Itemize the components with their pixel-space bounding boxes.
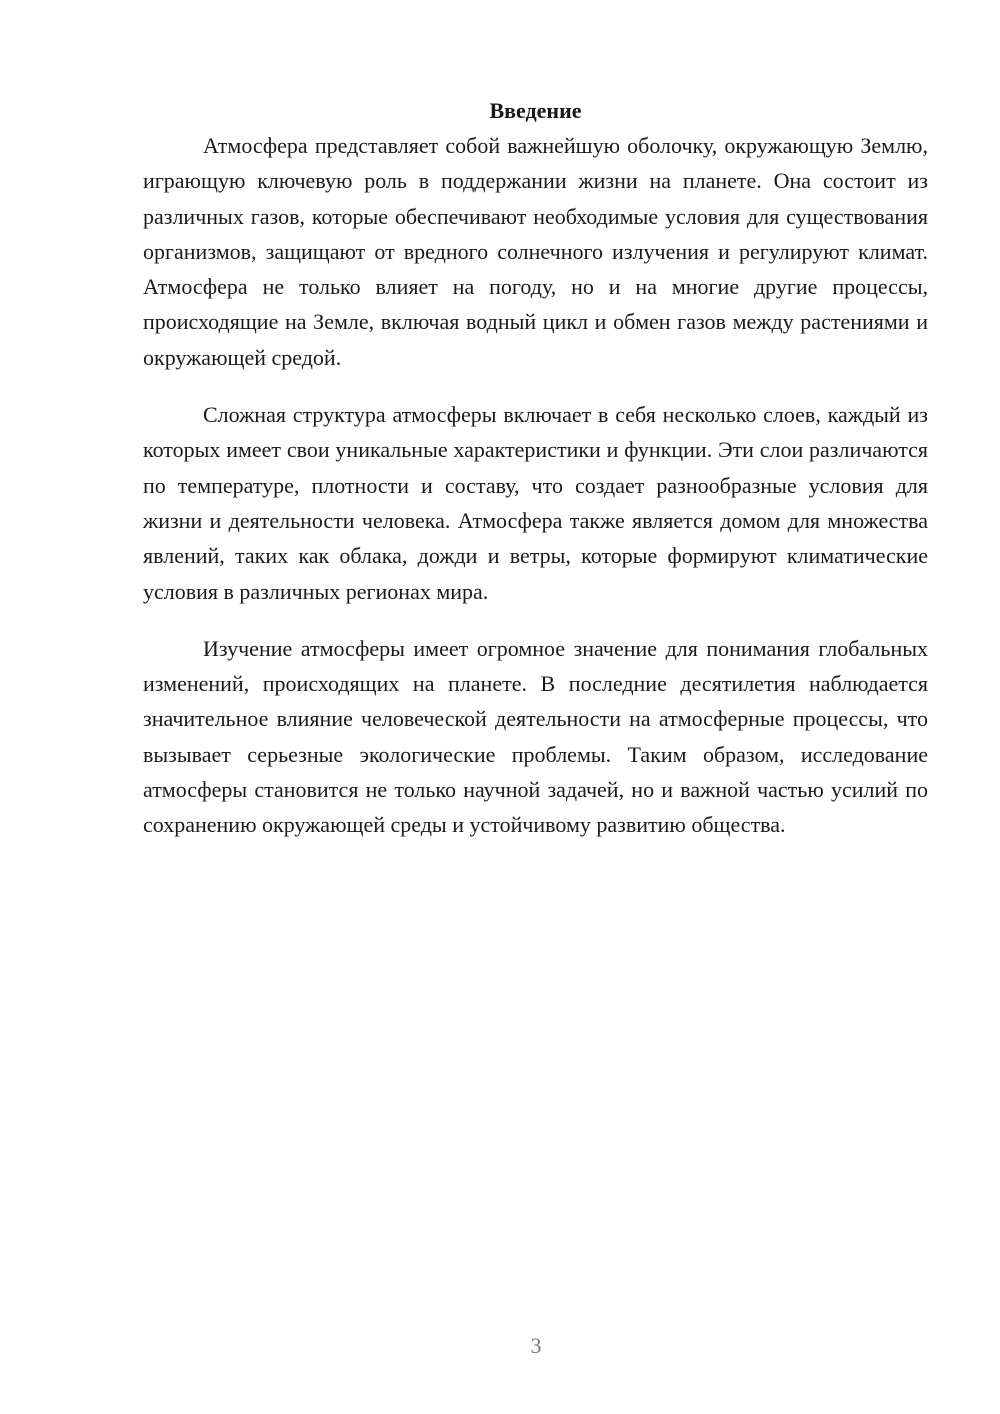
section-heading: Введение <box>489 98 582 123</box>
paragraph-3: Изучение атмосферы имеет огромное значение для понимания глобальных изменений, происходящих на планете. В последние десятилетия наблюдается значительное влияние человеческой деятельности на атмосферные процессы, что вызывает серьезные экологические проблемы. Таким образом, исследование атмосферы становится не только научной задачей, но и важной частью усилий по сохранению окружающей среды и устойчивому развитию общества. <box>143 635 928 838</box>
page-content <box>143 93 928 843</box>
paragraph-2: Сложная структура атмосферы включает в себя несколько слоев, каждый из которых имеет свои уникальные характеристики и функции. Эти слои различаются по температуре, плотности и составу, что создает разнообразные условия для жизни и деятельности человека. Атмосфера также является домом для множества явлений, таких как облака, дожди и ветры, которые формируют климатические условия в различных регионах мира. <box>143 402 928 604</box>
page-number: 3 <box>530 1333 542 1358</box>
paragraph-1: Атмосфера представляет собой важнейшую оболочку, окружающую Землю, играющую ключевую роль в поддержании жизни на планете. Она состоит из различных газов, которые обеспечивают необходимые условия для существования организмов, защищают от вредного солнечного излучения и регулируют климат. Атмосфера не только влияет на погоду, но и на многие другие процессы, происходящие на Земле, включая водный цикл и обмен газов между растениями и окружающей средой. <box>143 133 928 370</box>
